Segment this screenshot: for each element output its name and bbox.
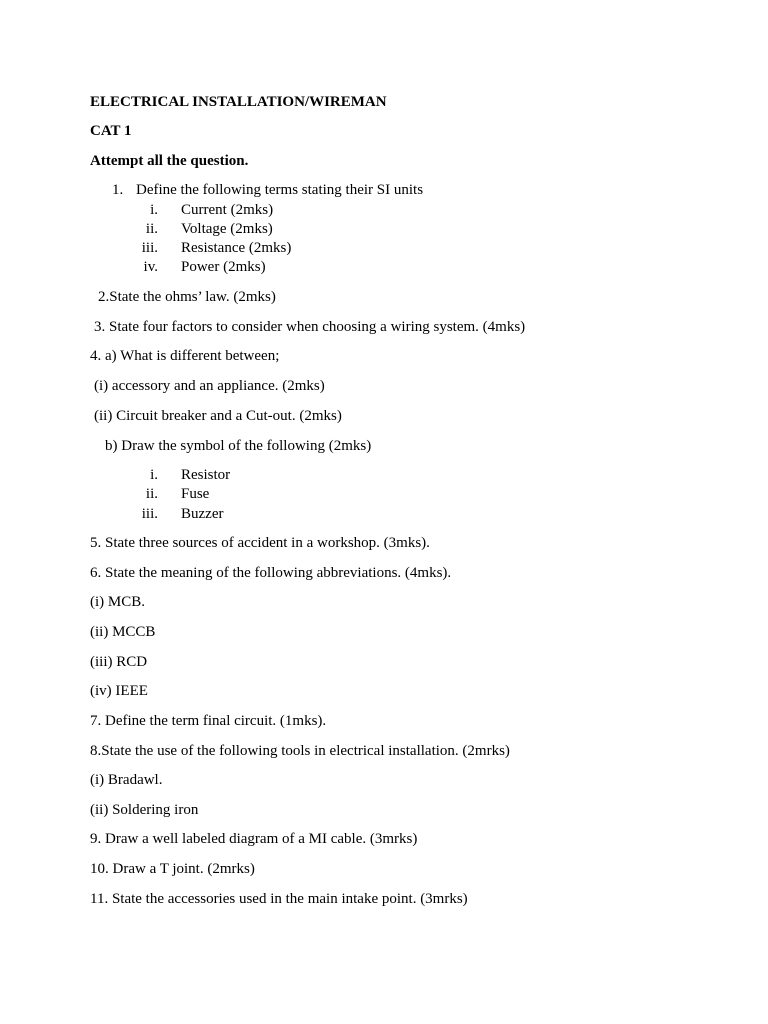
list-item: Resistor bbox=[181, 467, 231, 483]
question-6-item: (ii) MCCB bbox=[90, 624, 156, 640]
list-item-number: iv. bbox=[143, 259, 158, 275]
question-7: 7. Define the term final circuit. (1mks). bbox=[90, 713, 327, 729]
list-item: Power (2mks) bbox=[181, 259, 266, 275]
list-item: Voltage (2mks) bbox=[181, 221, 273, 237]
question-4b: b) Draw the symbol of the following (2mks) bbox=[105, 438, 372, 454]
list-item-number: ii. bbox=[145, 221, 158, 237]
list-item-number: ii. bbox=[145, 486, 158, 502]
list-item-number: iii. bbox=[141, 240, 158, 256]
list-item-number: i. bbox=[150, 467, 158, 483]
question-9: 9. Draw a well labeled diagram of a MI cable. (3mrks) bbox=[90, 831, 418, 847]
question-4a-i: (i) accessory and an appliance. (2mks) bbox=[94, 378, 325, 394]
question-11: 11. State the accessories used in the main intake point. (3mrks) bbox=[90, 891, 468, 907]
question-4a: 4. a) What is different between; bbox=[90, 348, 280, 364]
instruction: Attempt all the question. bbox=[90, 153, 249, 169]
question-6-item: (i) MCB. bbox=[90, 594, 146, 610]
question-1-number: 1. bbox=[112, 182, 124, 198]
list-item-number: iii. bbox=[141, 506, 158, 522]
list-item-number: i. bbox=[150, 202, 158, 218]
document-subtitle: CAT 1 bbox=[90, 123, 132, 139]
list-item: Fuse bbox=[181, 486, 210, 502]
question-8-item: (i) Bradawl. bbox=[90, 772, 163, 788]
list-item: Resistance (2mks) bbox=[181, 240, 292, 256]
question-5: 5. State three sources of accident in a workshop. (3mks). bbox=[90, 535, 430, 551]
question-8-text: 8.State the use of the following tools in electrical installation. (2mrks) bbox=[90, 743, 510, 759]
question-6-item: (iii) RCD bbox=[90, 654, 148, 670]
question-4a-ii: (ii) Circuit breaker and a Cut-out. (2mks) bbox=[94, 408, 342, 424]
question-3: 3. State four factors to consider when choosing a wiring system. (4mks) bbox=[94, 319, 526, 335]
question-8-item: (ii) Soldering iron bbox=[90, 802, 199, 818]
question-1-text: Define the following terms stating their SI units bbox=[136, 182, 424, 198]
list-item: Current (2mks) bbox=[181, 202, 274, 218]
question-2: 2.State the ohms’ law. (2mks) bbox=[98, 289, 276, 305]
list-item: Buzzer bbox=[181, 506, 224, 522]
question-6-text: 6. State the meaning of the following abbreviations. (4mks). bbox=[90, 565, 452, 581]
question-10: 10. Draw a T joint. (2mrks) bbox=[90, 861, 255, 877]
document-title: ELECTRICAL INSTALLATION/WIREMAN bbox=[90, 94, 387, 110]
question-6-item: (iv) IEEE bbox=[90, 683, 148, 699]
